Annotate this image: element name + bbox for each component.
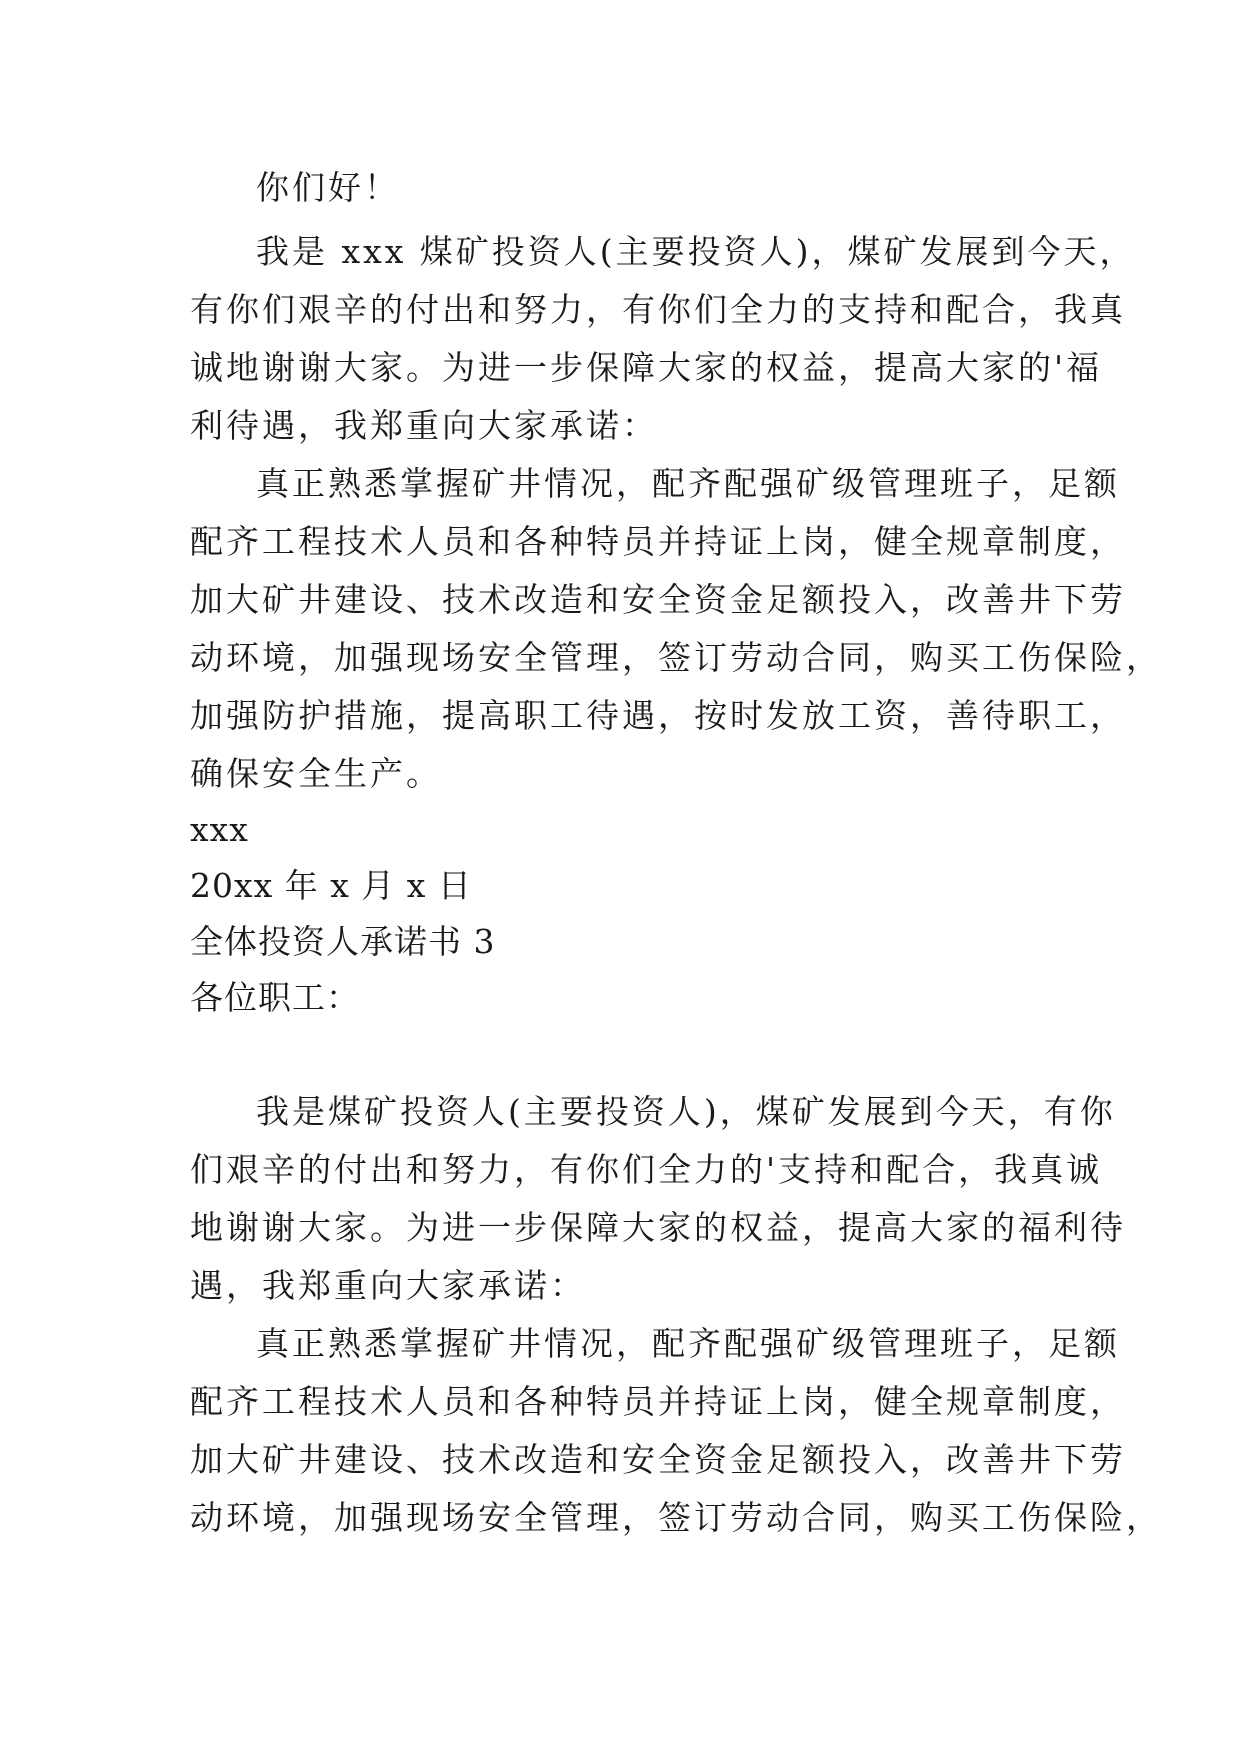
paragraph-line: 们艰辛的付出和努力，有你们全力的'支持和配合，我真诚 <box>190 1150 1103 1189</box>
signature-date: 20xx 年 x 月 x 日 <box>190 866 472 905</box>
paragraph-line: 诚地谢谢大家。为进一步保障大家的权益，提高大家的'福 <box>190 348 1103 387</box>
greeting: 你们好！ <box>256 168 400 207</box>
signature-name: xxx <box>190 810 249 849</box>
paragraph-line: 加强防护措施，提高职工待遇，按时发放工资，善待职工， <box>190 696 1126 735</box>
paragraph-line: 有你们艰辛的付出和努力，有你们全力的支持和配合，我真 <box>190 290 1126 329</box>
greeting: 各位职工： <box>190 978 360 1017</box>
paragraph-line: 我是煤矿投资人(主要投资人)，煤矿发展到今天，有你 <box>256 1092 1116 1131</box>
paragraph-line: 确保安全生产。 <box>190 754 442 793</box>
paragraph-line: 动环境，加强现场安全管理，签订劳动合同，购买工伤保险， <box>190 638 1162 677</box>
paragraph-line: 真正熟悉掌握矿井情况，配齐配强矿级管理班子，足额 <box>256 1324 1120 1363</box>
paragraph-line: 动环境，加强现场安全管理，签订劳动合同，购买工伤保险， <box>190 1498 1162 1537</box>
paragraph-line: 配齐工程技术人员和各种特员并持证上岗，健全规章制度， <box>190 522 1126 561</box>
paragraph-line: 加大矿井建设、技术改造和安全资金足额投入，改善井下劳 <box>190 1440 1126 1479</box>
paragraph-line: 遇，我郑重向大家承诺： <box>190 1266 586 1305</box>
section-title: 全体投资人承诺书 3 <box>190 922 496 961</box>
paragraph-line: 真正熟悉掌握矿井情况，配齐配强矿级管理班子，足额 <box>256 464 1120 503</box>
paragraph-line: 加大矿井建设、技术改造和安全资金足额投入，改善井下劳 <box>190 580 1126 619</box>
paragraph-line: 利待遇，我郑重向大家承诺： <box>190 406 658 445</box>
paragraph-line: 配齐工程技术人员和各种特员并持证上岗，健全规章制度， <box>190 1382 1126 1421</box>
paragraph-line: 地谢谢大家。为进一步保障大家的权益，提高大家的福利待 <box>190 1208 1126 1247</box>
paragraph-line: 我是 xxx 煤矿投资人(主要投资人)，煤矿发展到今天， <box>256 232 1136 271</box>
